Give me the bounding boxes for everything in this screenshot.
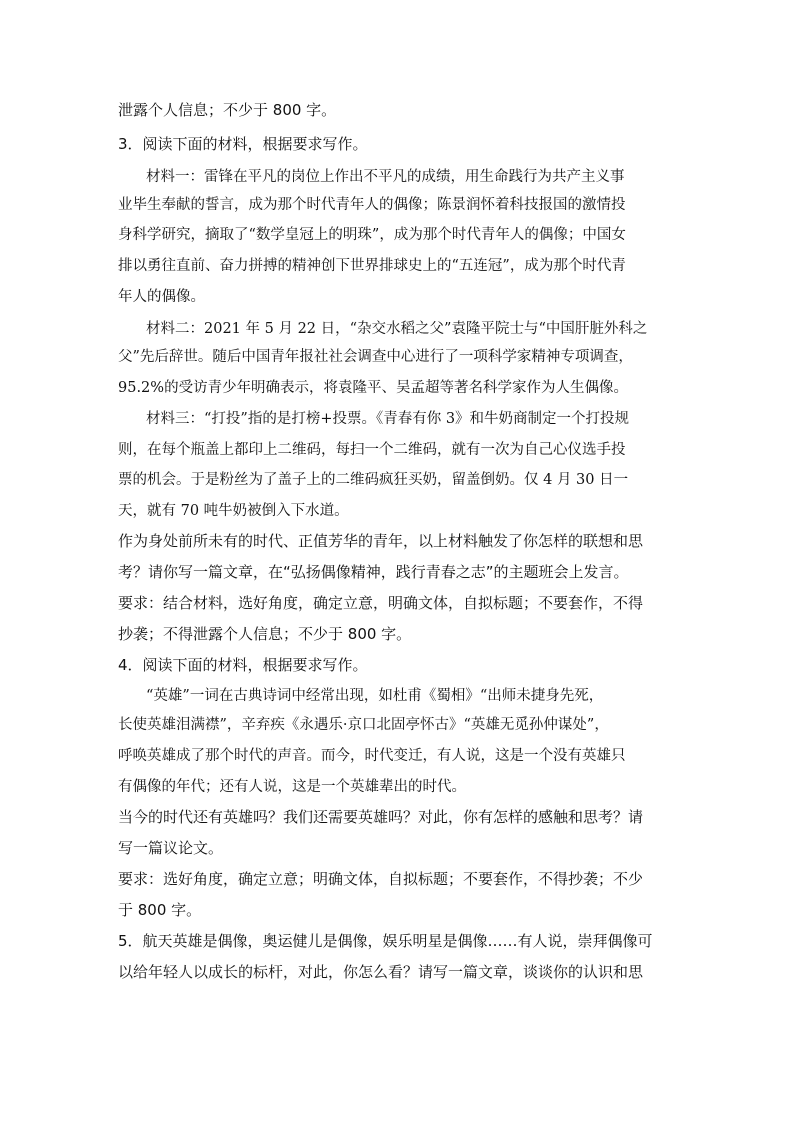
text-line: 材料一：雷锋在平凡的岗位上作出不平凡的成绩，用生命践行为共产主义事 <box>146 169 625 185</box>
text-line: 年人的偶像。 <box>118 289 205 305</box>
text-line: 票的机会。于是粉丝为了盖子上的二维码疯狂买奶，留盖倒奶。仅 4 月 30 日一 <box>118 472 629 488</box>
text-line: 写一篇议论文。 <box>118 839 224 857</box>
text-line: 天，就有 70 吨牛奶被倒入下水道。 <box>118 503 349 519</box>
text-line: 身科学研究，摘取了“数学皇冠上的明珠”，成为那个时代青年人的偶像；中国女 <box>118 227 626 243</box>
text-line: 当今的时代还有英雄吗？我们还需要英雄吗？对此，你有怎样的感触和思考？请 <box>118 808 644 826</box>
text-line: 要求：结合材料，选好角度，确定立意，明确文体，自拟标题；不要套作，不得 <box>118 594 644 612</box>
text-line: 95.2%的受访青少年明确表示，将袁隆平、吴孟超等著名科学家作为人生偶像。 <box>118 380 629 396</box>
text-line: 材料二：2021 年 5 月 22 日，“杂交水稻之父”袁隆平院士与“中国肝脏外科之 <box>146 321 648 337</box>
text-line: 5．航天英雄是偶像，奥运健儿是偶像，娱乐明星是偶像……有人说，崇拜偶像可 <box>118 932 653 950</box>
text-line: 以给年轻人以成长的标杆，对此，你怎么看？请写一篇文章，谈谈你的认识和思 <box>118 963 644 981</box>
text-line: 考？请你写一篇文章，在“弘扬偶像精神，践行青春之志”的主题班会上发言。 <box>118 563 629 581</box>
text-line: 则，在每个瓶盖上都印上二维码，每扫一个二维码，就有一次为自己心仪选手投 <box>118 442 626 458</box>
text-line: 3．阅读下面的材料，根据要求写作。 <box>118 135 368 153</box>
text-line: 材料三：“打投”指的是打榜+投票。《青春有你 3》和牛奶商制定一个打投规 <box>146 411 630 427</box>
text-line: 抄袭；不得泄露个人信息；不少于 800 字。 <box>118 625 412 643</box>
text-line: 于 800 字。 <box>118 901 202 919</box>
text-line: 业毕生奉献的誓言，成为那个时代青年人的偶像；陈景润怀着科技报国的激情投 <box>118 197 626 213</box>
text-line: 呼唤英雄成了那个时代的声音。而今，时代变迁，有人说，这是一个没有英雄只 <box>118 748 626 764</box>
text-line: 要求：选好角度，确定立意；明确文体，自拟标题；不要套作，不得抄袭；不少 <box>118 870 644 888</box>
text-line: 作为身处前所未有的时代、正值芳华的青年，以上材料触发了你怎样的联想和思 <box>118 532 644 550</box>
text-line: “英雄”一词在古典诗词中经常出现，如杜甫《蜀相》“出师未捷身先死， <box>146 688 604 704</box>
text-line: 泄露个人信息；不少于 800 字。 <box>118 101 337 119</box>
text-line: 有偶像的年代；还有人说，这是一个英雄辈出的时代。 <box>118 779 466 795</box>
text-line: 长使英雄泪满襟”，辛弃疾《永遇乐·京口北固亭怀古》“英雄无觅孙仲谋处”， <box>118 717 609 733</box>
text-line: 排以勇往直前、奋力拼搏的精神创下世界排球史上的“五连冠”，成为那个时代青 <box>118 258 626 274</box>
text-line: 父”先后辞世。随后中国青年报社社会调查中心进行了一项科学家精神专项调查， <box>118 349 633 365</box>
text-line: 4．阅读下面的材料，根据要求写作。 <box>118 656 368 674</box>
